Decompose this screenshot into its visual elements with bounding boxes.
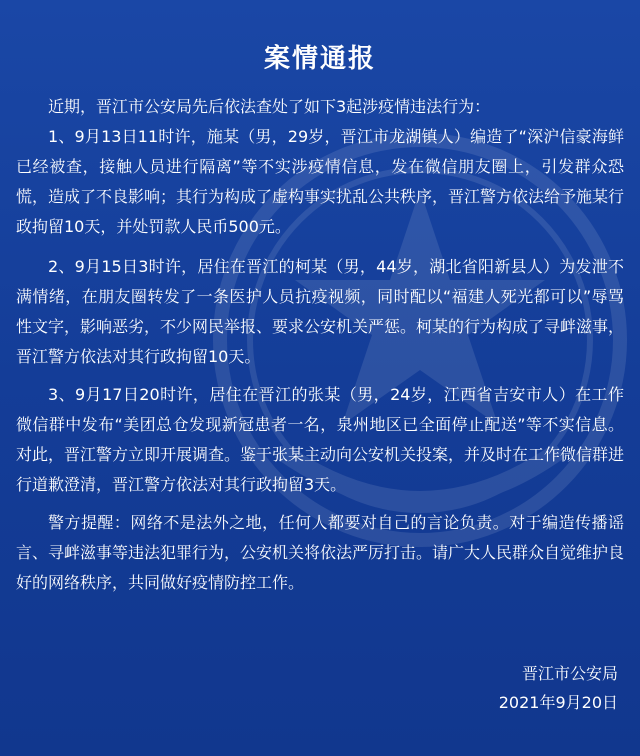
case-1-paragraph: 1、9月13日11时许，施某（男，29岁，晋江市龙湖镇人）编造了“深沪信豪海鲜已经被查，接触人员进行隔离”等不实涉疫情信息，发在微信朋友圈上，引发群众恐慌，造成了不良影响；其行为构成了虚构事实扰乱公共秩序，晋江警方依法给予施某行政拘留10天，并处罚款人民币500元。	[16, 127, 625, 236]
intro-paragraph: 近期，晋江市公安局先后依法查处了如下3起涉疫情违法行为：	[48, 97, 491, 116]
notice-title: 案情通报	[263, 44, 376, 74]
case-3-paragraph: 3、9月17日20时许，居住在晋江的张某（男，24岁，江西省吉安市人）在工作微信群中发布“美团总仓发现新冠患者一名，泉州地区已全面停止配送”等不实信息。对此，晋江警方立即开展调查。鉴于张某主动向公安机关投案，并及时在工作微信群进行道歉澄清，晋江警方依法对其行政拘留3天。	[16, 385, 625, 494]
case-2-paragraph: 2、9月15日3时许，居住在晋江的柯某（男，44岁，湖北省阳新县人）为发泄不满情绪，在朋友圈转发了一条医护人员抗疫视频，同时配以“福建人死光都可以”辱骂性文字，影响恶劣，不少网民举报、要求公安机关严惩。柯某的行为构成了寻衅滋事，晋江警方依法对其行政拘留10天。	[16, 257, 625, 366]
signature-organization: 晋江市公安局	[521, 664, 618, 683]
police-reminder-paragraph: 警方提醒：网络不是法外之地，任何人都要对自己的言论负责。对于编造传播谣言、寻衅滋事等违法犯罪行为，公安机关将依法严厉打击。请广大人民群众自觉维护良好的网络秩序，共同做好疫情防控工作。	[16, 513, 625, 592]
signature-date: 2021年9月20日	[498, 693, 618, 712]
